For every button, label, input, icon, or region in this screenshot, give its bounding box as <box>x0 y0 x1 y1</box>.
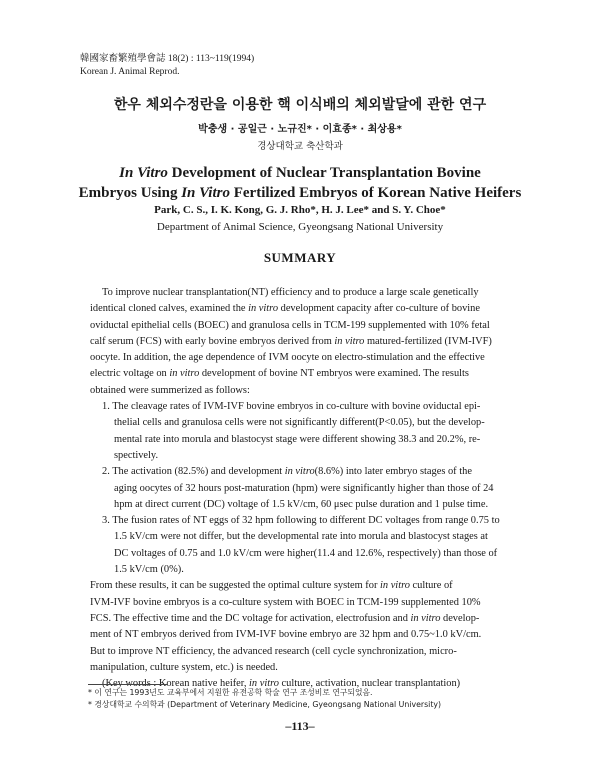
list-item-line: aging oocytes of 32 hours post-maturation (hpm) were significantly higher than those of 24 <box>114 482 494 494</box>
body-line: identical cloned calves, examined the in vitro development capacity after co-culture of bovine <box>90 303 480 315</box>
list-item-line: 2. The activation (82.5%) and development in vitro(8.6%) into later embryo stages of the <box>102 466 472 478</box>
body-line: But to improve NT efficiency, the advanced research (cell cycle synchronization, micro- <box>90 645 457 657</box>
footnotes <box>88 687 528 711</box>
english-title-text: Embryos Using <box>78 185 182 201</box>
korean-affiliation: 경상대학교 축산학과 <box>257 141 343 152</box>
list-item-line: 1.5 kV/cm were not differ, but the developmental rate into morula and blastocyst stages at <box>114 531 488 543</box>
journal-citation <box>80 53 254 79</box>
body-line: calf serum (FCS) with early bovine embryos derived from in vitro matured-fertilized (IVM-IVF) <box>90 335 492 347</box>
english-authors: Park, C. S., I. K. Kong, G. J. Rho*, H. J. Lee* and S. Y. Choe* <box>154 204 446 216</box>
body-line: oviductal epithelial cells (BOEC) and granulosa cells in TCM-199 supplemented with 10% fetal <box>90 319 490 331</box>
list-item-line: mental rate into morula and blastocyst stage were different showing 38.3 and 20.2%, re- <box>114 433 481 445</box>
body-line: To improve nuclear transplantation(NT) efficiency and to produce a large scale genetically <box>102 287 479 298</box>
english-title-text: Development of Nuclear Transplantation Bovine <box>167 165 481 181</box>
journal-line-korean: 韓國家畜繁殖學會誌 18(2) : 113~119(1994) <box>80 54 255 64</box>
korean-authors: 박충생 · 공일근 · 노규진* · 이효종* · 최상용* <box>198 124 402 135</box>
list-item-line: DC voltages of 0.75 and 1.0 kV/cm were higher(11.4 and 12.6%, respectively) than those of <box>114 547 498 559</box>
list-item-line: 3. The fusion rates of NT eggs of 32 hpm following to different DC voltages from range 0.75 to <box>102 515 500 527</box>
footnote: * 이 연구는 1993년도 교육부에서 지원한 유전공학 학술 연구 조성비로 연구되었음. <box>88 688 373 697</box>
list-item-line: 1. The cleavage rates of IVM-IVF bovine embryos in co-culture with bovine oviductal epi- <box>102 401 481 413</box>
body-line: FCS. The effective time and the DC voltage for activation, electrofusion and in vitro develop- <box>90 612 480 624</box>
body-line: manipulation, culture system, etc.) is needed. <box>90 661 278 673</box>
body-line: IVM-IVF bovine embryos is a co-culture system with BOEC in TCM-199 supplemented 10% <box>90 596 481 608</box>
page-number: –113– <box>285 719 315 733</box>
body-line: ment of NT embryos derived from IVM-IVF bovine embryo are 32 hpm and 0.75~1.0 kV/cm. <box>90 629 482 641</box>
english-title-text: Fertilized Embryos of Korean Native Heifers <box>229 185 522 201</box>
summary-body <box>90 285 526 692</box>
list-item-line: 1.5 kV/cm (0%). <box>114 564 184 576</box>
section-heading: SUMMARY <box>263 250 337 265</box>
english-title <box>0 163 600 203</box>
list-item-line: thelial cells and granulosa cells were not significantly different(P<0.05), but the develop- <box>114 417 485 429</box>
korean-title: 한우 체외수정란을 이용한 핵 이식배의 체외발달에 관한 연구 <box>113 97 487 113</box>
english-title-italic: In Vitro <box>181 185 230 201</box>
journal-line-english: Korean J. Animal Reprod. <box>80 67 180 77</box>
body-line: electric voltage on in vitro development of bovine NT embryos were examined. The results <box>90 368 469 380</box>
footnote-divider <box>88 684 168 685</box>
body-line: From these results, it can be suggested the optimal culture system for in vitro culture of <box>90 580 453 592</box>
list-item-line: hpm at direct current (DC) voltage of 1.5 kV/cm, 60 μsec pulse duration and 1 pulse time. <box>114 498 489 510</box>
list-item-line: spectively. <box>114 449 159 461</box>
body-line: obtained were summerized as follows: <box>90 384 250 396</box>
body-line: oocyte. In addition, the age dependence of IVM oocyte on electro-stimulation and the effective <box>90 352 485 364</box>
english-affiliation: Department of Animal Science, Gyeongsang National University <box>156 221 444 233</box>
english-title-italic: In Vitro <box>119 165 168 181</box>
footnote: * 경상대학교 수의학과 (Department of Veterinary Medicine, Gyeongsang National University) <box>88 700 442 709</box>
keywords: (Key words : Korean native heifer, in vitro culture, activation, nuclear transplantation) <box>102 678 461 690</box>
